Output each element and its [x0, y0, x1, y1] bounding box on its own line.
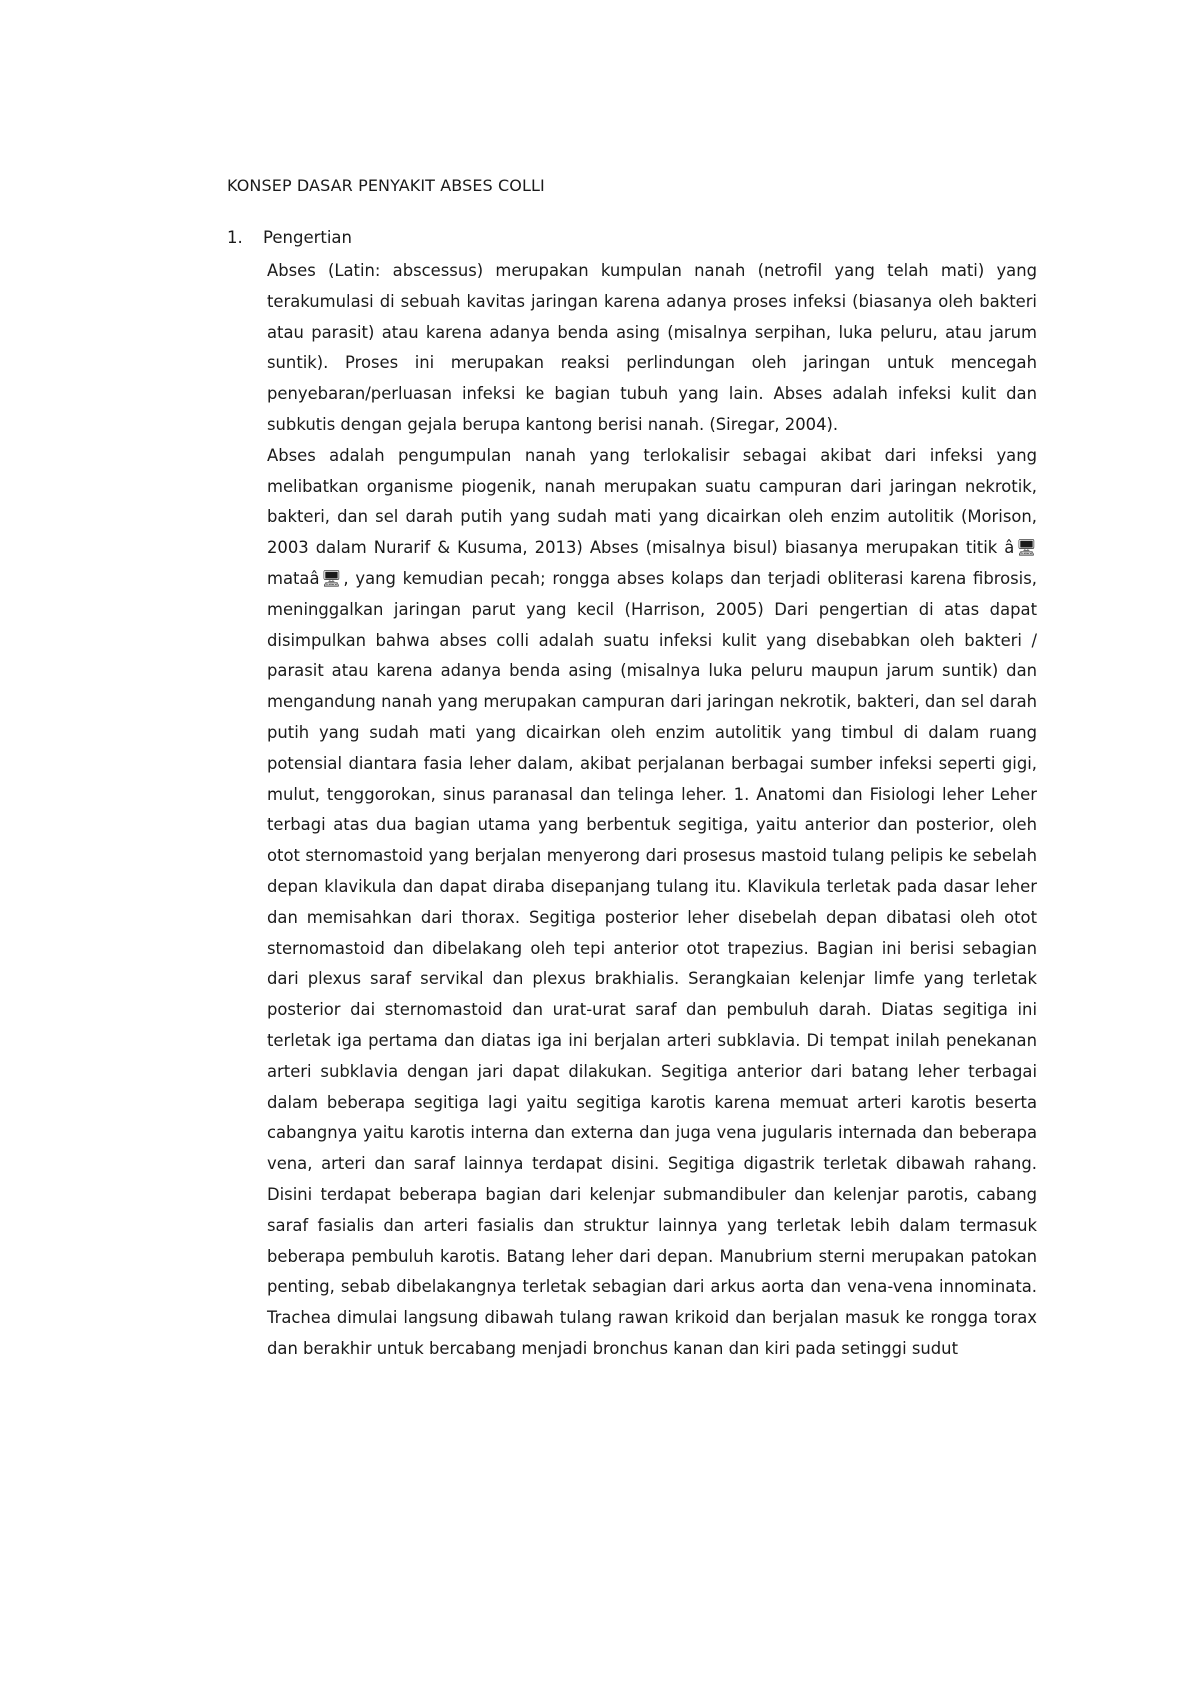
paragraph-definition: Abses (Latin: abscessus) merupakan kumpulan nanah (netrofil yang telah mati) yang terakumulasi di sebuah kavitas jaringan karena adanya proses infeksi (biasanya oleh bakteri atau parasit) atau karena adanya benda asing (misalnya serpihan, luka peluru, atau jarum suntik). Proses ini merupakan reaksi perlindungan oleh jaringan untuk mencegah penyebaran/perluasan infeksi ke bagian tubuh yang lain. Abses adalah infeksi kulit dan subkutis dengan gejala berupa kantong berisi nanah. (Siregar, 2004). [267, 261, 1037, 434]
section-body [267, 256, 1037, 1365]
paragraph-abses-detail: Abses adalah pengumpulan nanah yang terlokalisir sebagai akibat dari infeksi yang melibatkan organisme piogenik, nanah merupakan suatu campuran dari jaringan nekrotik, bakteri, dan sel darah putih yang sudah mati yang dicairkan oleh enzim autolitik (Morison, 2003 dalam Nurarif & Kusuma, 2013) Abses (misalnya bisul) biasanya merupakan titik â🖥mataâ🖥, yang kemudian pecah; rongga abses kolaps dan terjadi obliterasi karena fibrosis, meninggalkan jaringan parut yang kecil (Harrison, 2005) Dari pengertian di atas dapat disimpulkan bahwa abses colli adalah suatu infeksi kulit yang disebabkan oleh bakteri / parasit atau karena adanya benda asing (misalnya luka peluru maupun jarum suntik) dan mengandung nanah yang merupakan campuran dari jaringan nekrotik, bakteri, dan sel darah putih yang sudah mati yang dicairkan oleh enzim autolitik yang timbul di dalam ruang potensial diantara fasia leher dalam, akibat perjalanan berbagai sumber infeksi seperti gigi, mulut, tenggorokan, sinus paranasal dan telinga leher. 1. Anatomi dan Fisiologi leher Leher terbagi atas dua bagian utama yang berbentuk segitiga, yaitu anterior dan posterior, oleh otot sternomastoid yang berjalan menyerong dari prosesus mastoid tulang pelipis ke sebelah depan klavikula dan dapat diraba disepanjang tulang itu. Klavikula terletak pada dasar leher dan memisahkan dari thorax. Segitiga posterior leher disebelah depan dibatasi oleh otot sternomastoid dan dibelakang oleh tepi anterior otot trapezius. Bagian ini berisi sebagian dari plexus saraf servikal dan plexus brakhialis. Serangkaian kelenjar limfe yang terletak posterior dai sternomastoid dan urat-urat saraf dan pembuluh darah. Diatas segitiga ini terletak iga pertama dan diatas iga ini berjalan arteri subklavia. Di tempat inilah penekanan arteri subklavia dengan jari dapat dilakukan. Segitiga anterior dari batang leher terbagai dalam beberapa segitiga lagi yaitu segitiga karotis karena memuat arteri karotis beserta cabangnya yaitu karotis interna dan externa dan juga vena jugularis internada dan beberapa vena, arteri dan saraf lainnya terdapat disini. Segitiga digastrik terletak dibawah rahang. Disini terdapat beberapa bagian dari kelenjar submandibuler dan kelenjar parotis, cabang saraf fasialis dan arteri fasialis dan struktur lainnya yang terletak lebih dalam termasuk beberapa pembuluh karotis. Batang leher dari depan. Manubrium sterni merupakan patokan penting, sebab dibelakangnya terletak sebagian dari arkus aorta dan vena-vena innominata. Trachea dimulai langsung dibawah tulang rawan krikoid dan berjalan masuk ke rongga torax dan berakhir untuk bercabang menjadi bronchus kanan dan kiri pada setinggi sudut [267, 445, 1037, 1358]
section-heading [227, 228, 352, 247]
section-number: 1. [227, 228, 243, 247]
section-title: Pengertian [263, 228, 353, 247]
document-title: KONSEP DASAR PENYAKIT ABSES COLLI [227, 176, 545, 195]
